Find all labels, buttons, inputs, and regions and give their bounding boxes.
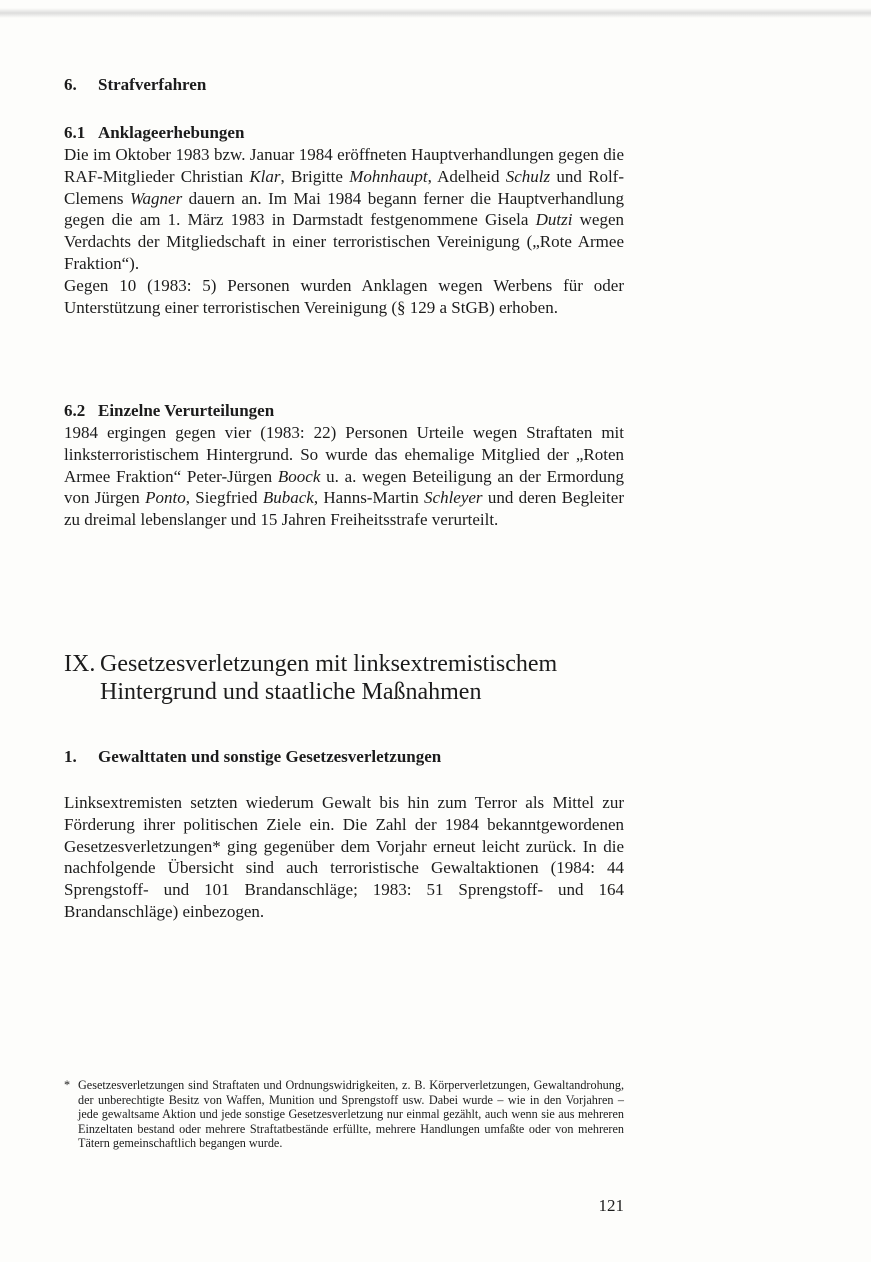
page-number: 121 bbox=[598, 1196, 624, 1215]
heading-section-6-2 bbox=[64, 400, 274, 422]
paragraph-gewalttaten: Linksextremisten setzten wiederum Gewalt bis hin zum Terror als Mittel zur Förderung ihrer politischen Ziele ein. Die Zahl der 1984 bekanntgewordenen Gesetzesverletzungen* ging gegenüber dem Vorjahr erneut leicht zurück. In die nachfolgende Übersicht sind auch terroristische Gewaltaktionen (1984: 44 Sprengstoff- und 101 Brandanschläge; 1983: 51 Sprengstoff- und 164 Brandanschläge) einbezogen. bbox=[64, 793, 624, 921]
heading-title: Gewalttaten und sonstige Gesetzesverletzungen bbox=[98, 747, 442, 766]
footnote-mark: * bbox=[64, 1078, 71, 1092]
scan-artifact bbox=[0, 8, 871, 18]
footnote bbox=[64, 1078, 624, 1151]
heading-title: Anklageerhebungen bbox=[98, 123, 245, 142]
paragraph-anklageerhebungen bbox=[64, 144, 624, 318]
paragraph-anklagen: Gegen 10 (1983: 5) Personen wurden Anklagen wegen Werbens für oder Unterstützung einer terroristischen Vereinigung (§ 129 a StGB) erhoben. bbox=[64, 275, 624, 317]
paragraph-hauptverhandlungen: Die im Oktober 1983 bzw. Januar 1984 eröffneten Hauptverhandlungen gegen die RAF-Mitglieder Christian Klar, Brigitte Mohnhaupt, Adelheid Schulz und Rolf-Clemens Wagner dauern an. Im Mai 1984 begann ferner die Hauptverhandlung gegen die am 1. März 1983 in Darmstadt festgenommene Gisela Dutzi wegen Verdachts der Mitgliedschaft in einer terroristischen Vereinigung („Rote Armee Fraktion“). bbox=[64, 145, 624, 273]
heading-section-1 bbox=[64, 746, 441, 768]
heading-number: 6.1 bbox=[64, 123, 86, 142]
paragraph-verurteilungen: 1984 ergingen gegen vier (1983: 22) Personen Urteile wegen Straftaten mit linksterroristischem Hintergrund. So wurde das ehemalige Mitglied der „Roten Armee Fraktion“ Peter-Jürgen Boock u. a. wegen Beteiligung an der Ermordung von Jürgen Ponto, Siegfried Buback, Hanns-Martin Schleyer und deren Begleiter zu dreimal lebenslanger und 15 Jahren Freiheitsstrafe verurteilt. bbox=[64, 423, 625, 530]
heading-number: 6. bbox=[64, 75, 77, 94]
heading-number: 1. bbox=[64, 747, 77, 766]
chapter-number: IX. bbox=[64, 651, 96, 677]
heading-title: Einzelne Verurteilungen bbox=[98, 401, 275, 420]
footnote-text: Gesetzesverletzungen sind Straftaten und Ordnungswidrigkeiten, z. B. Körperverletzungen, Gewaltandrohung, der unberechtigte Besitz von Waffen, Munition und Sprengstoff usw. Dabei wurde – wie in den Vorjahren – jede gewaltsame Aktion und jede sonstige Gesetzesverletzung nur einmal gezählt, auch wenn sie aus mehreren Einzeltaten bestand oder mehrere Straftatbestände erfüllte, mehrere Handlungen umfaßte oder von mehreren Tätern gemeinschaftlich begangen wurde. bbox=[78, 1078, 624, 1151]
heading-section-6-1 bbox=[64, 122, 244, 144]
chapter-title bbox=[64, 650, 557, 706]
chapter-title-line-2: Hintergrund und staatliche Maßnahmen bbox=[100, 679, 482, 705]
chapter-title-line-1: Gesetzesverletzungen mit linksextremistischem bbox=[100, 651, 558, 677]
heading-section-6 bbox=[64, 74, 206, 96]
heading-title: Strafverfahren bbox=[98, 75, 207, 94]
heading-number: 6.2 bbox=[64, 401, 86, 420]
